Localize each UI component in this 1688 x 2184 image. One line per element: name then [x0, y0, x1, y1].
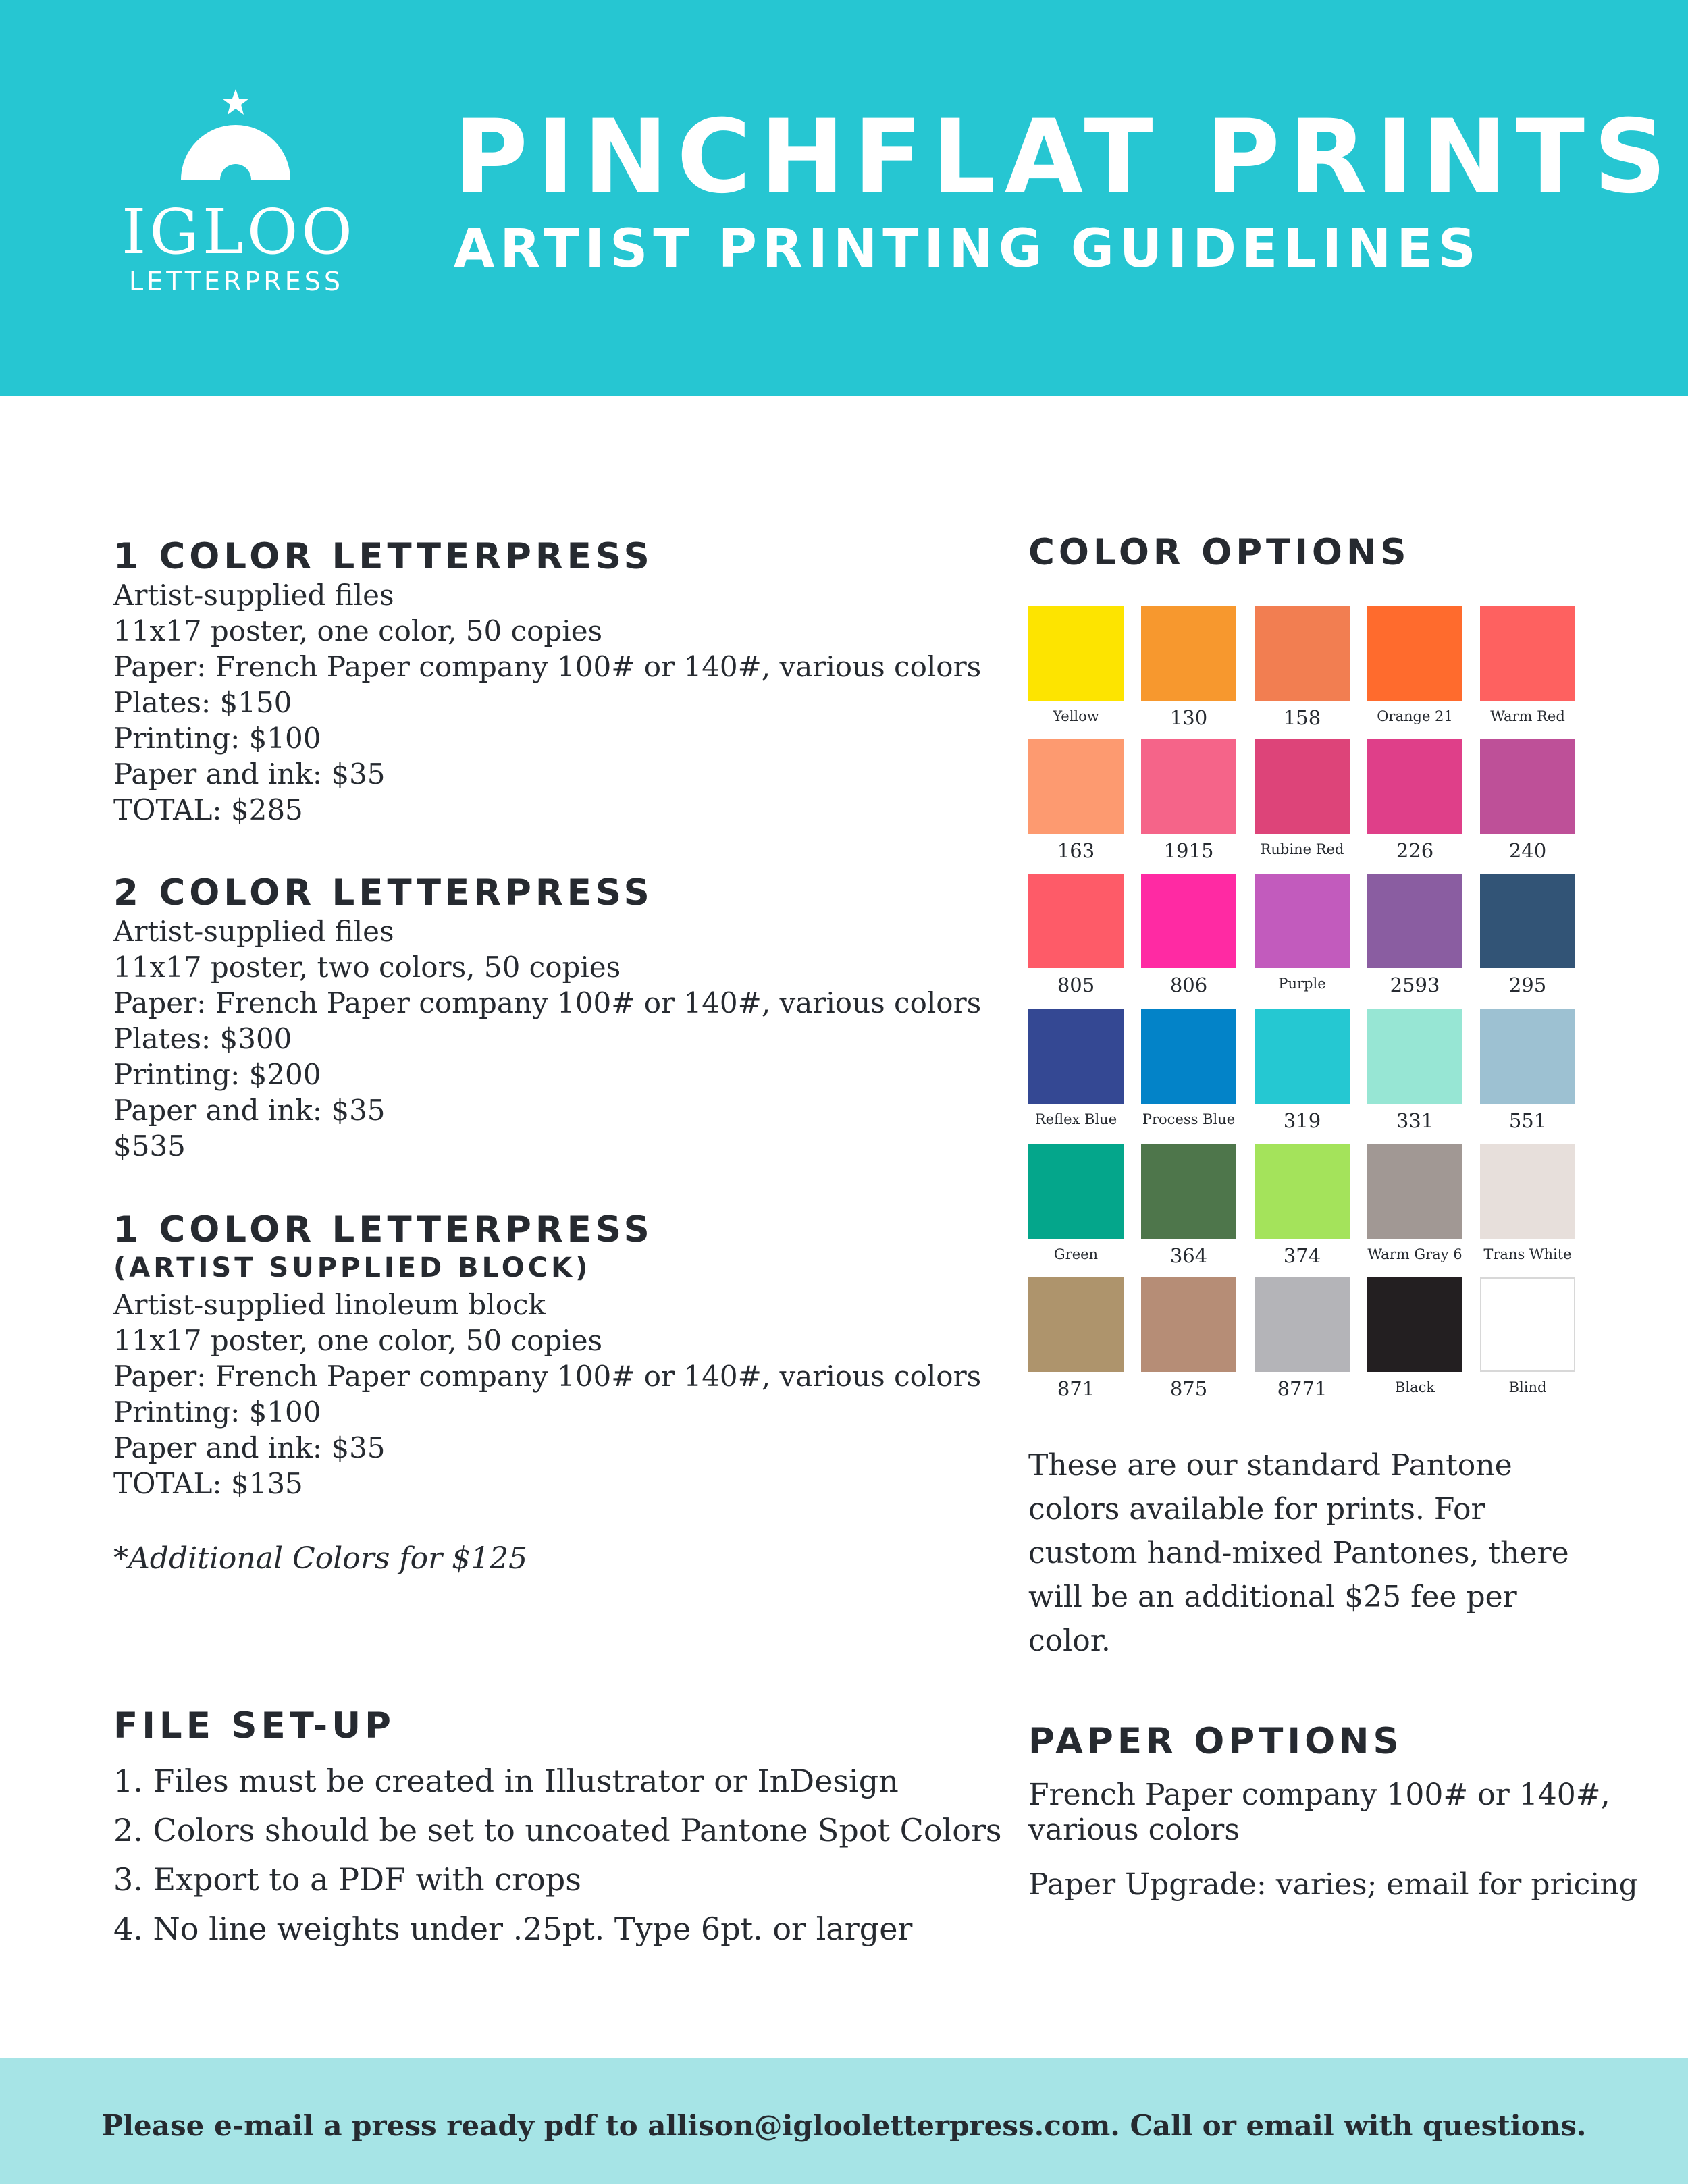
- color-swatch: [1028, 739, 1124, 861]
- igloo-icon: [181, 122, 290, 180]
- swatch-chip: [1367, 739, 1462, 834]
- swatch-chip: [1480, 1144, 1575, 1239]
- paper-options-text: [1028, 1778, 1610, 1848]
- swatch-label: Orange 21: [1377, 708, 1453, 724]
- igloo-letterpress-logo: [122, 88, 356, 304]
- swatch-chip: [1255, 1144, 1350, 1239]
- footer-contact-text: Please e-mail a press ready pdf to allison@iglooletterpress.com. Call or email with questions.: [101, 2109, 1587, 2142]
- swatch-chip: [1255, 1277, 1350, 1372]
- section1-line: 11x17 poster, one color, 50 copies: [113, 614, 603, 647]
- color-swatch: [1480, 1277, 1575, 1399]
- section2-details: [113, 913, 981, 1164]
- swatch-chip: [1480, 874, 1575, 968]
- swatch-label: Rubine Red: [1260, 841, 1344, 857]
- section3-line: 11x17 poster, one color, 50 copies: [113, 1324, 603, 1357]
- file-setup-item: 3. Export to a PDF with crops: [113, 1861, 581, 1898]
- swatch-chip: [1255, 739, 1350, 834]
- color-swatch: [1255, 739, 1350, 861]
- color-swatch: [1480, 1009, 1575, 1131]
- color-swatch: [1367, 739, 1462, 861]
- swatch-label: 226: [1396, 839, 1434, 862]
- color-swatch: [1028, 874, 1124, 995]
- page-subtitle: ARTIST PRINTING GUIDELINES: [454, 219, 1481, 279]
- section1-line: Paper and ink: $35: [113, 757, 386, 791]
- swatch-label: Reflex Blue: [1034, 1111, 1117, 1127]
- header-banner: [0, 0, 1688, 396]
- swatch-chip: [1141, 1144, 1236, 1239]
- section2-line: Printing: $200: [113, 1058, 321, 1091]
- swatch-chip: [1028, 606, 1124, 701]
- color-swatch: [1480, 1144, 1575, 1266]
- swatch-chip: [1141, 739, 1236, 834]
- swatch-label: 806: [1169, 974, 1208, 996]
- footer-banner: [0, 2058, 1688, 2184]
- section2-line: 11x17 poster, two colors, 50 copies: [113, 951, 621, 984]
- section3-details: [113, 1287, 981, 1501]
- color-swatch: [1028, 606, 1124, 728]
- swatch-chip: [1367, 1009, 1462, 1104]
- section1-heading: 1 COLOR LETTERPRESS: [113, 536, 654, 577]
- swatch-label: Purple: [1278, 976, 1326, 992]
- section3-subheading: (ARTIST SUPPLIED BLOCK): [113, 1252, 591, 1283]
- swatch-chip: [1367, 1144, 1462, 1239]
- swatch-chip: [1367, 606, 1462, 701]
- swatch-chip: [1028, 874, 1124, 968]
- color-swatch: [1028, 1009, 1124, 1131]
- swatch-label: 551: [1508, 1109, 1547, 1132]
- swatch-label: Blind: [1508, 1379, 1547, 1395]
- section1-line: Paper: French Paper company 100# or 140#, various colors: [113, 650, 982, 683]
- paper-options-heading: PAPER OPTIONS: [1028, 1721, 1403, 1762]
- section2-line: Plates: $300: [113, 1022, 292, 1055]
- color-swatch: [1255, 1009, 1350, 1131]
- section1-line: Artist-supplied files: [113, 579, 394, 612]
- section3-line: Printing: $100: [113, 1395, 321, 1429]
- section2-line: Artist-supplied files: [113, 915, 394, 948]
- swatch-chip: [1255, 874, 1350, 968]
- color-swatch: [1255, 606, 1350, 728]
- section3-line: TOTAL: $135: [113, 1467, 303, 1500]
- file-setup-list: [113, 1757, 1002, 1954]
- color-swatch: [1367, 1277, 1462, 1399]
- swatch-label: 319: [1283, 1109, 1321, 1132]
- color-swatch-grid: [1028, 606, 1579, 1403]
- color-swatch: [1367, 606, 1462, 728]
- logo-wordmark: IGLOO: [122, 196, 356, 268]
- color-swatch: [1480, 606, 1575, 728]
- swatch-chip: [1367, 874, 1462, 968]
- paper-upgrade: Paper Upgrade: varies; email for pricing: [1028, 1867, 1638, 1902]
- section2-line: $535: [113, 1129, 186, 1163]
- color-swatch: [1255, 1144, 1350, 1266]
- color-swatch: [1480, 739, 1575, 861]
- swatch-label: 1915: [1163, 839, 1214, 862]
- swatch-chip: [1141, 874, 1236, 968]
- swatch-chip: [1367, 1277, 1462, 1372]
- section1-line: TOTAL: $285: [113, 793, 303, 826]
- swatch-chip: [1480, 606, 1575, 701]
- section1-line: Printing: $100: [113, 722, 321, 755]
- swatch-label: 130: [1169, 706, 1208, 729]
- color-swatch: [1367, 874, 1462, 995]
- swatch-chip: [1141, 606, 1236, 701]
- color-swatch: [1255, 874, 1350, 995]
- file-setup-item: 1. Files must be created in Illustrator or InDesign: [113, 1763, 899, 1799]
- color-swatch: [1367, 1144, 1462, 1266]
- swatch-label: Trans White: [1483, 1246, 1572, 1262]
- paper-line: French Paper company 100# or 140#,: [1028, 1778, 1610, 1812]
- swatch-label: 374: [1283, 1244, 1321, 1267]
- swatch-label: Black: [1394, 1379, 1435, 1395]
- swatch-label: 158: [1283, 706, 1321, 729]
- swatch-label: Process Blue: [1142, 1111, 1236, 1127]
- swatch-label: 2593: [1390, 974, 1440, 996]
- swatch-label: 295: [1508, 974, 1547, 996]
- color-swatch: [1141, 739, 1236, 861]
- swatch-chip: [1255, 606, 1350, 701]
- section3-line: Paper and ink: $35: [113, 1431, 386, 1464]
- section2-heading: 2 COLOR LETTERPRESS: [113, 872, 654, 913]
- color-options-heading: COLOR OPTIONS: [1028, 532, 1410, 573]
- swatch-chip: [1141, 1009, 1236, 1104]
- swatch-chip: [1480, 1009, 1575, 1104]
- swatch-chip: [1028, 1144, 1124, 1239]
- file-setup-item: 4. No line weights under .25pt. Type 6pt. or larger: [113, 1911, 913, 1947]
- color-swatch: [1141, 1277, 1236, 1399]
- color-swatch: [1141, 874, 1236, 995]
- swatch-label: 875: [1169, 1377, 1208, 1400]
- color-swatch: [1255, 1277, 1350, 1399]
- color-swatch: [1028, 1277, 1124, 1399]
- swatch-label: 364: [1169, 1244, 1208, 1267]
- swatch-label: Warm Red: [1490, 708, 1565, 724]
- star-icon: [221, 88, 250, 117]
- swatch-label: 8771: [1277, 1377, 1327, 1400]
- section3-heading: 1 COLOR LETTERPRESS: [113, 1209, 654, 1250]
- swatch-label: 240: [1508, 839, 1547, 862]
- swatch-label: Green: [1053, 1246, 1099, 1262]
- section2-line: Paper and ink: $35: [113, 1094, 386, 1127]
- section2-line: Paper: French Paper company 100# or 140#, various colors: [113, 986, 982, 1019]
- swatch-chip: [1480, 1277, 1575, 1372]
- color-options-note: These are our standard Pantone colors available for prints. For custom hand-mixed Pantones, there will be an additional $25 fee per color.: [1028, 1448, 1569, 1658]
- swatch-label: 331: [1396, 1109, 1434, 1132]
- section3-line: Artist-supplied linoleum block: [113, 1288, 546, 1321]
- file-setup-heading: FILE SET-UP: [113, 1705, 395, 1747]
- swatch-label: Warm Gray 6: [1367, 1246, 1462, 1262]
- color-swatch: [1141, 1144, 1236, 1266]
- color-swatch: [1141, 606, 1236, 728]
- swatch-label: Yellow: [1053, 708, 1099, 724]
- additional-colors-note: *Additional Colors for $125: [113, 1541, 528, 1576]
- color-swatch: [1480, 874, 1575, 995]
- color-swatch: [1028, 1144, 1124, 1266]
- swatch-chip: [1141, 1277, 1236, 1372]
- color-swatch: [1141, 1009, 1236, 1131]
- swatch-label: 805: [1057, 974, 1095, 996]
- section3-line: Paper: French Paper company 100# or 140#, various colors: [113, 1360, 982, 1393]
- logo-subtext: LETTERPRESS: [129, 267, 344, 296]
- swatch-chip: [1480, 739, 1575, 834]
- section1-details: [113, 577, 981, 828]
- page-title: PINCHFLAT PRINTS: [454, 99, 1676, 216]
- color-swatch: [1367, 1009, 1462, 1131]
- section1-line: Plates: $150: [113, 686, 292, 719]
- file-setup-item: 2. Colors should be set to uncoated Pantone Spot Colors: [113, 1812, 1002, 1848]
- swatch-chip: [1028, 1009, 1124, 1104]
- paper-line: various colors: [1028, 1813, 1240, 1847]
- swatch-label: 871: [1057, 1377, 1095, 1400]
- swatch-chip: [1255, 1009, 1350, 1104]
- swatch-chip: [1028, 1277, 1124, 1372]
- swatch-label: 163: [1057, 839, 1095, 862]
- swatch-chip: [1028, 739, 1124, 834]
